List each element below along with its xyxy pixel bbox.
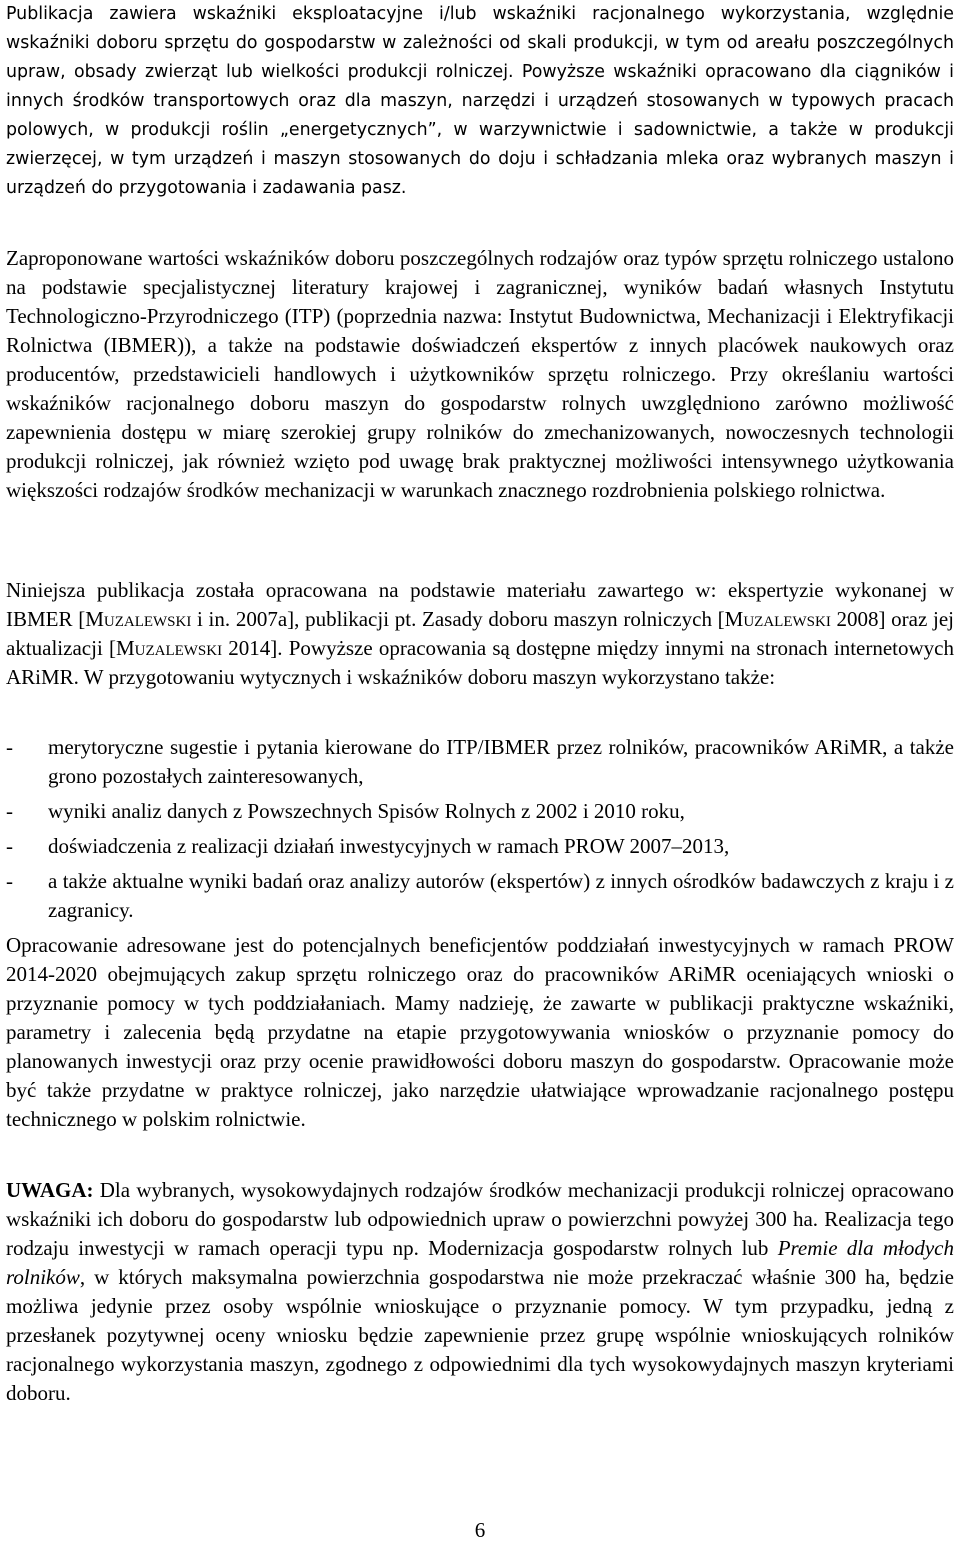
italic-title: Premie dla młodych rolników — [6, 1236, 955, 1289]
list-item-text: wyniki analiz danych z Powszechnych Spisów Rolnych z 2002 i 2010 roku, — [48, 799, 685, 823]
list-dash: - — [6, 799, 13, 823]
bullet-list-item — [6, 832, 954, 861]
paragraph-publication-basis — [6, 576, 954, 692]
page-number: 6 — [474, 1518, 486, 1542]
list-dash: - — [6, 869, 13, 893]
list-dash: - — [6, 834, 13, 858]
author-name: Muzalewski — [724, 607, 831, 631]
bullet-list-item — [6, 797, 954, 826]
text-run: i in. 2007a], publikacji pt. Zasady doboru maszyn rolniczych [ — [191, 607, 725, 631]
bullet-list-item — [6, 867, 954, 925]
list-item-text: doświadczenia z realizacji działań inwestycyjnych w ramach PROW 2007–2013, — [48, 834, 730, 858]
text-run: Niniejsza publikacja została opracowana na podstawie materiału zawartego w: ekspertyzie wykonanej w IBMER [ — [6, 578, 954, 631]
paragraph-audience: Opracowanie adresowane jest do potencjalnych beneficjentów poddziałań inwestycyjnych w ramach PROW 2014-2020 obejmujących zakup sprzętu rolniczego oraz do pracowników ARiMR oceniających wnioski o przyznanie pomocy w tych poddziałaniach. Mamy nadzieję, że zawarte w publikacji praktyczne wskaźniki, parametry i zalecenia będą przydatne na etapie przygotowywania wniosków o przyznanie pomocy do planowanych inwestycji oraz przy ocenie prawidłowości doboru maszyn do gospodarstw. Opracowanie może być także przydatne w praktyce rolniczej, jako narzędzie ułatwiające wprowadzanie racjonalnego postępu technicznego w polskim rolnictwie. — [6, 933, 954, 1131]
bullet-list-item — [6, 733, 954, 791]
author-name: Muzalewski — [115, 636, 223, 660]
text-run: , w których maksymalna powierzchnia gospodarstwa nie może przekraczać właśnie 300 ha, będzie możliwa jedynie przez osoby wspólnie wnioskujące o przyznanie pomocy. W tym przypadku, jedną z przesłanek pozytywnej oceny wniosku będzie zapewnienie przez grupę wspólnie wnioskujących rolników racjonalnego wykorzystania maszyn, zgodnego z odpowiednimi dla tych wysokowydajnych maszyn kryteriami doboru. — [6, 1265, 954, 1405]
note-label: UWAGA: — [6, 1178, 94, 1202]
author-name: Muzalewski — [85, 607, 192, 631]
paragraph-intro: Publikacja zawiera wskaźniki eksploatacyjne i/lub wskaźniki racjonalnego wykorzystania, względnie wskaźniki doboru sprzętu do gospodarstw w zależności od skali produkcji, w tym od areału poszczególnych upraw, obsady zwierząt lub wielkości produkcji rolniczej. Powyższe wskaźniki opracowano dla ciągników i innych środków transportowych oraz dla maszyn, narzędzi i urządzeń stosowanych w typowych pracach polowych, w produkcji roślin „energetycznych”, w warzywnictwie i sadownictwie, a także w produkcji zwierzęcej, w tym urządzeń i maszyn stosowanych do doju i schładzania mleka oraz wybranych maszyn i urządzeń do przygotowania i zadawania pasz. — [6, 4, 954, 198]
text-run: 2008] oraz jej aktualizacji [ — [6, 607, 954, 660]
list-item-text: a także aktualne wyniki badań oraz analizy autorów (ekspertów) z innych ośrodków badawczych z kraju i z zagranicy. — [48, 869, 954, 922]
document-page — [6, 0, 954, 1541]
list-item-text: merytoryczne sugestie i pytania kierowane do ITP/IBMER przez rolników, pracowników ARiMR, a także grono pozostałych zainteresowanych, — [48, 735, 954, 788]
text-run: 2014]. Powyższe opracowania są dostępne między innymi na stronach internetowych ARiMR. W przygotowaniu wytycznych i wskaźników doboru maszyn wykorzystano także: — [6, 636, 954, 689]
paragraph-note — [6, 1176, 954, 1408]
text-run: Dla wybranych, wysokowydajnych rodzajów środków mechanizacji produkcji rolniczej opracowano wskaźniki ich doboru do gospodarstw lub odpowiednich upraw o powierzchni powyżej 300 ha. Realizacja tego rodzaju inwestycji w ramach operacji typu np. Modernizacja gospodarstw rolnych lub — [6, 1178, 954, 1260]
paragraph-sources: Zaproponowane wartości wskaźników doboru poszczególnych rodzajów oraz typów sprzętu rolniczego ustalono na podstawie specjalistycznej literatury krajowej i zagranicznej, wyników badań własnych Instytutu Technologiczno-Przyrodniczego (ITP) (poprzednia nazwa: Instytut Budownictwa, Mechanizacji i Elektryfikacji Rolnictwa (IBMER)), a także na podstawie doświadczeń ekspertów z innych placówek naukowych oraz producentów, przedstawicieli handlowych i użytkowników sprzętu rolniczego. Przy określaniu wartości wskaźników racjonalnego doboru maszyn do gospodarstw rolnych uwzględniono zarówno możliwość zapewnienia dostępu w miarę szerokiej grupy rolników do zmechanizowanych, nowoczesnych technologii produkcji rolniczej, jak również wzięto pod uwagę brak praktycznej możliwości intensywnego użytkowania większości rodzajów środków mechanizacji w warunkach znacznego rozdrobnienia polskiego rolnictwa. — [6, 246, 954, 502]
list-dash: - — [6, 735, 13, 759]
